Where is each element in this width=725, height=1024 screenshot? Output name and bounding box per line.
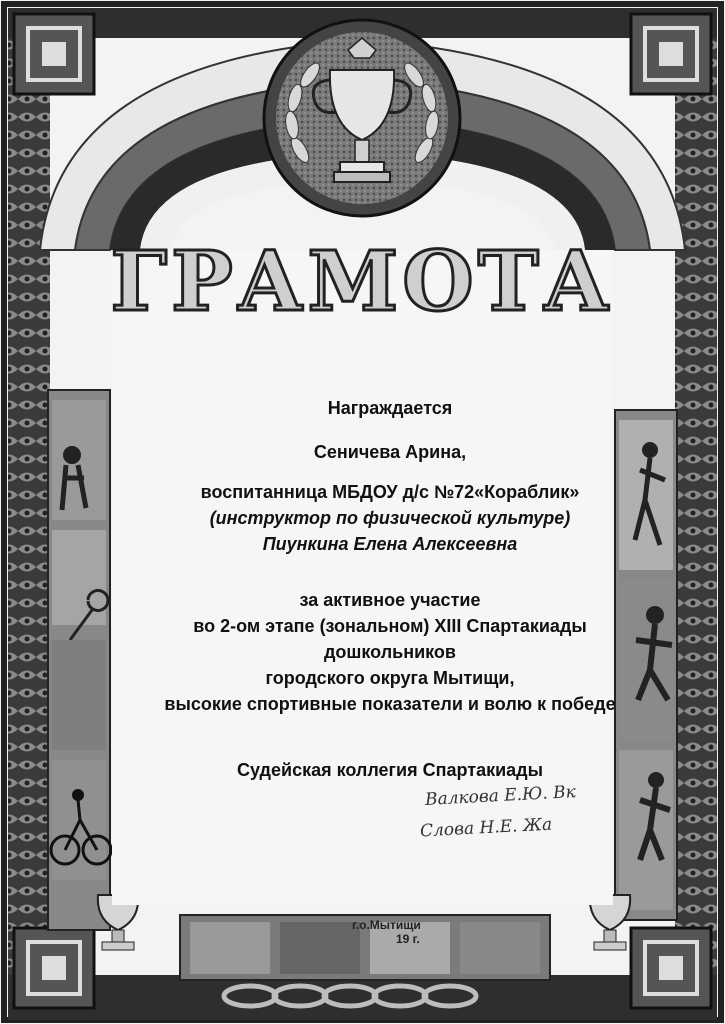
recipient-name: Сеничева Арина,	[313, 442, 467, 462]
reason-line: высокие спортивные показатели и волю к победе	[164, 694, 616, 714]
certificate-title	[0, 232, 725, 332]
top-left-corner-knot	[14, 14, 94, 94]
reason-line: дошкольников	[323, 642, 456, 662]
trophy-medallion	[264, 20, 460, 216]
title-text: ГРАМОТА	[110, 234, 614, 330]
reason-line: за активное участие	[299, 590, 481, 610]
right-braid-border	[675, 20, 717, 1010]
signature-2: Слова Н.Е. Жа	[419, 814, 553, 842]
year-label: 19 г.	[396, 932, 420, 946]
awarded-line: Награждается	[327, 398, 453, 418]
left-braid-border	[8, 20, 50, 1010]
instructor-name: Пиункина Елена Алексеевна	[262, 534, 518, 554]
organization-line: воспитанница МБДОУ д/с №72«Кораблик»	[200, 482, 580, 502]
reason-line: городского округа Мытищи,	[265, 668, 515, 688]
left-sport-photos	[48, 390, 111, 930]
signature-1: Валкова Е.Ю. Вк	[424, 782, 577, 810]
instructor-role: (инструктор по физической культуре)	[209, 508, 571, 528]
reason-line: во 2-ом этапе (зональном) XIII Спартакиады	[193, 616, 587, 636]
place-label: г.о.Мытищи	[352, 918, 421, 932]
top-right-corner-knot	[631, 14, 711, 94]
bottom-right-corner-knot	[631, 928, 711, 1008]
certificate-body	[110, 398, 670, 828]
bottom-left-corner-knot	[14, 928, 94, 1008]
jury-line: Судейская коллегия Спартакиады	[237, 760, 543, 780]
